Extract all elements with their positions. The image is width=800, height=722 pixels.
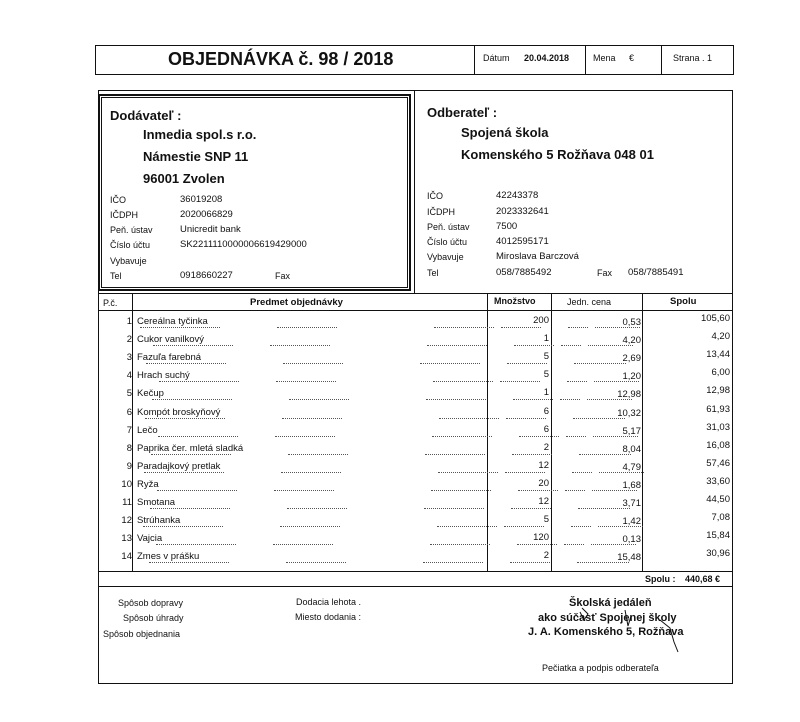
dotted-leader bbox=[565, 490, 585, 491]
row-item: Paprika čer. mletá sladká bbox=[137, 442, 244, 454]
date-label: Dátum bbox=[483, 53, 510, 63]
dotted-leader bbox=[439, 418, 499, 419]
supplier-street: Námestie SNP 11 bbox=[143, 149, 249, 164]
dotted-leader bbox=[288, 454, 348, 455]
customer-handler: Miroslava Barczová bbox=[496, 251, 579, 262]
row-number: 1 bbox=[126, 316, 132, 327]
customer-tel: 058/7885492 bbox=[496, 267, 552, 278]
row-total: 105,60 bbox=[700, 313, 730, 324]
row-number: 14 bbox=[121, 551, 132, 563]
dotted-leader bbox=[438, 472, 498, 473]
supplier-account-label: Číslo účtu bbox=[110, 240, 151, 250]
row-unit-price: 3,71 bbox=[622, 498, 641, 509]
supplier-city: 96001 Zvolen bbox=[143, 171, 225, 186]
payment-label: Spôsob úhrady bbox=[123, 613, 184, 623]
row-total: 30,96 bbox=[706, 548, 730, 560]
dotted-leader bbox=[501, 327, 541, 328]
table-row bbox=[100, 384, 732, 402]
table-row bbox=[100, 330, 732, 348]
row-number: 11 bbox=[122, 497, 132, 508]
dotted-leader bbox=[283, 363, 343, 364]
dotted-leader bbox=[280, 526, 340, 527]
dotted-leader bbox=[156, 544, 236, 545]
row-number: 10 bbox=[121, 478, 132, 490]
dotted-leader bbox=[512, 454, 552, 455]
row-total: 13,44 bbox=[706, 349, 730, 361]
dotted-leader bbox=[595, 327, 640, 328]
row-item: Paradajkový pretlak bbox=[137, 460, 221, 472]
dotted-leader bbox=[420, 363, 480, 364]
supplier-bank-label: Peň. ústav bbox=[110, 225, 153, 235]
dotted-leader bbox=[585, 508, 630, 509]
supplier-icdph: 2020066829 bbox=[180, 209, 233, 220]
dotted-leader bbox=[586, 454, 631, 455]
dotted-leader bbox=[287, 508, 347, 509]
order-title: OBJEDNÁVKA č. 98 / 2018 bbox=[168, 49, 394, 69]
customer-address: Komenského 5 Rožňava 048 01 bbox=[461, 147, 654, 162]
supplier-tel: 0918660227 bbox=[180, 270, 233, 281]
dotted-leader bbox=[157, 490, 237, 491]
row-item: Kečup bbox=[137, 388, 164, 400]
dotted-leader bbox=[426, 399, 486, 400]
row-total: 4,20 bbox=[711, 331, 730, 343]
supplier-name: Inmedia spol.s r.o. bbox=[143, 127, 257, 142]
customer-bank-label: Peň. ústav bbox=[427, 222, 470, 232]
dotted-leader bbox=[599, 472, 644, 473]
row-total: 61,93 bbox=[706, 403, 730, 415]
order-method-label: Spôsob objednania bbox=[103, 629, 181, 639]
supplier-ico: 36019208 bbox=[180, 194, 223, 205]
dotted-leader bbox=[144, 472, 224, 473]
row-item: Ryža bbox=[137, 478, 159, 490]
date-value: 20.04.2018 bbox=[524, 53, 570, 63]
customer-fax-label: Fax bbox=[597, 268, 613, 278]
dotted-leader bbox=[150, 508, 230, 509]
table-row bbox=[100, 348, 732, 366]
customer-account-label: Číslo účtu bbox=[427, 237, 468, 247]
customer-fax: 058/7885491 bbox=[628, 267, 684, 278]
dotted-leader bbox=[145, 418, 225, 419]
row-item: Vajcia bbox=[137, 533, 163, 545]
row-item: Zmes v prášku bbox=[137, 551, 200, 563]
dotted-leader bbox=[511, 508, 551, 509]
table-row bbox=[100, 366, 732, 384]
row-number: 2 bbox=[126, 334, 132, 346]
row-quantity: 12 bbox=[538, 459, 549, 471]
customer-bank: 7500 bbox=[496, 221, 518, 232]
dotted-leader bbox=[517, 544, 557, 545]
table-row bbox=[100, 312, 732, 330]
dotted-leader bbox=[591, 544, 636, 545]
row-quantity: 20 bbox=[538, 477, 549, 489]
row-total: 57,46 bbox=[706, 457, 730, 469]
row-total: 33,60 bbox=[706, 475, 730, 487]
dotted-leader bbox=[581, 363, 626, 364]
row-quantity: 5 bbox=[543, 514, 549, 526]
table-row bbox=[100, 457, 732, 475]
dotted-leader bbox=[500, 381, 540, 382]
dotted-leader bbox=[571, 526, 591, 527]
row-quantity: 5 bbox=[543, 369, 549, 381]
dotted-leader bbox=[433, 381, 493, 382]
customer-tel-label: Tel bbox=[427, 268, 439, 278]
dotted-leader bbox=[510, 562, 550, 563]
dotted-leader bbox=[594, 381, 639, 382]
currency-label: Mena bbox=[593, 53, 616, 63]
row-number: 6 bbox=[126, 406, 132, 418]
supplier-heading: Dodávateľ : bbox=[110, 108, 182, 123]
dotted-leader bbox=[274, 490, 334, 491]
supplier-tel-label: Tel bbox=[110, 271, 122, 281]
dotted-leader bbox=[281, 472, 341, 473]
dotted-leader bbox=[424, 508, 484, 509]
row-number: 5 bbox=[126, 388, 132, 400]
dotted-leader bbox=[514, 345, 554, 346]
dotted-leader bbox=[437, 526, 497, 527]
dotted-leader bbox=[143, 526, 223, 527]
row-unit-price: 0,13 bbox=[622, 534, 641, 546]
customer-icdph: 2023332641 bbox=[496, 206, 549, 217]
dotted-leader bbox=[519, 436, 559, 437]
currency-value: € bbox=[629, 53, 635, 63]
dotted-leader bbox=[588, 345, 633, 346]
row-number: 4 bbox=[126, 370, 132, 382]
col-header-total: Spolu bbox=[670, 296, 697, 307]
dotted-leader bbox=[276, 381, 336, 382]
row-total: 12,98 bbox=[706, 385, 730, 397]
dotted-leader bbox=[598, 526, 643, 527]
row-quantity: 2 bbox=[543, 550, 549, 562]
supplier-handler-label: Vybavuje bbox=[110, 256, 147, 266]
row-quantity: 2 bbox=[543, 441, 549, 453]
dotted-leader bbox=[289, 399, 349, 400]
table-row bbox=[100, 421, 732, 439]
dotted-leader bbox=[270, 345, 330, 346]
dotted-leader bbox=[566, 436, 586, 437]
row-total: 6,00 bbox=[711, 367, 730, 379]
row-item: Cereálna tyčinka bbox=[137, 316, 208, 327]
row-total: 7,08 bbox=[711, 512, 730, 524]
dotted-leader bbox=[423, 562, 483, 563]
dotted-leader bbox=[159, 381, 239, 382]
row-unit-price: 0,53 bbox=[622, 317, 641, 328]
signature-mark bbox=[570, 600, 690, 660]
row-quantity: 6 bbox=[543, 405, 549, 417]
customer-name: Spojená škola bbox=[461, 125, 549, 140]
dotted-leader bbox=[282, 418, 342, 419]
dotted-leader bbox=[593, 436, 638, 437]
row-unit-price: 15,48 bbox=[617, 552, 641, 564]
row-unit-price: 2,69 bbox=[622, 353, 641, 365]
row-unit-price: 1,68 bbox=[622, 479, 641, 491]
signature-caption: Pečiatka a podpis odberateľa bbox=[542, 663, 659, 673]
transport-label: Spôsob dopravy bbox=[118, 598, 184, 608]
dotted-leader bbox=[432, 436, 492, 437]
dotted-leader bbox=[518, 490, 558, 491]
supplier-account: SK2211110000006619429000 bbox=[180, 239, 307, 250]
row-item: Hrach suchý bbox=[137, 370, 190, 382]
dotted-leader bbox=[505, 472, 545, 473]
customer-heading: Odberateľ : bbox=[427, 105, 498, 120]
dotted-leader bbox=[580, 418, 625, 419]
row-total: 15,84 bbox=[706, 530, 730, 542]
row-unit-price: 12,98 bbox=[617, 389, 641, 401]
table-row bbox=[100, 493, 732, 511]
dotted-leader bbox=[140, 327, 220, 328]
col-header-price: Jedn. cena bbox=[567, 297, 612, 307]
customer-handler-label: Vybavuje bbox=[427, 252, 464, 262]
row-unit-price: 10,32 bbox=[617, 407, 641, 419]
dotted-leader bbox=[561, 345, 581, 346]
row-unit-price: 4,20 bbox=[622, 335, 641, 347]
dotted-leader bbox=[560, 399, 580, 400]
row-item: Lečo bbox=[137, 424, 158, 436]
dotted-leader bbox=[152, 399, 232, 400]
table-row bbox=[100, 403, 732, 421]
customer-ico: 42243378 bbox=[496, 190, 539, 201]
delivery-label: Dodacia lehota . bbox=[296, 597, 362, 607]
row-unit-price: 1,20 bbox=[622, 371, 641, 383]
row-quantity: 1 bbox=[543, 387, 549, 399]
row-number: 8 bbox=[126, 442, 132, 454]
dotted-leader bbox=[592, 490, 637, 491]
row-quantity: 120 bbox=[533, 532, 549, 544]
supplier-icdph-label: IČDPH bbox=[110, 210, 139, 220]
dotted-leader bbox=[430, 544, 490, 545]
dotted-leader bbox=[431, 490, 491, 491]
dotted-leader bbox=[507, 363, 547, 364]
row-unit-price: 4,79 bbox=[622, 461, 641, 473]
page-label: Strana . 1 bbox=[673, 53, 713, 63]
dotted-leader bbox=[567, 381, 587, 382]
row-total: 31,03 bbox=[706, 421, 730, 433]
supplier-fax-label: Fax bbox=[275, 271, 291, 281]
customer-account: 4012595171 bbox=[496, 236, 549, 247]
table-row bbox=[100, 475, 732, 493]
dotted-leader bbox=[158, 436, 238, 437]
customer-ico-label: IČO bbox=[427, 191, 444, 201]
row-number: 3 bbox=[126, 352, 132, 364]
row-quantity: 6 bbox=[543, 423, 549, 435]
dotted-leader bbox=[275, 436, 335, 437]
row-unit-price: 1,42 bbox=[622, 516, 641, 528]
dotted-leader bbox=[504, 526, 544, 527]
dotted-leader bbox=[286, 562, 346, 563]
dotted-leader bbox=[584, 562, 629, 563]
table-row bbox=[100, 439, 732, 457]
col-header-item: Predmet objednávky bbox=[250, 297, 343, 308]
supplier-ico-label: IČO bbox=[110, 195, 127, 205]
dotted-leader bbox=[273, 544, 333, 545]
row-number: 13 bbox=[121, 533, 132, 545]
dotted-leader bbox=[568, 327, 588, 328]
dotted-leader bbox=[277, 327, 337, 328]
table-row bbox=[100, 547, 732, 565]
row-quantity: 12 bbox=[538, 496, 549, 507]
sum-value: 440,68 € bbox=[685, 574, 721, 584]
row-item: Fazuľa farebná bbox=[137, 352, 202, 364]
row-number: 9 bbox=[126, 460, 132, 472]
sum-label: Spolu : bbox=[645, 574, 676, 584]
dotted-leader bbox=[151, 454, 231, 455]
supplier-bank: Unicredit bank bbox=[180, 224, 241, 235]
place-label: Miesto dodania : bbox=[295, 612, 362, 622]
row-unit-price: 5,17 bbox=[622, 425, 641, 437]
stamp-line-1: Školská jedáleň bbox=[569, 597, 652, 609]
dotted-leader bbox=[427, 345, 487, 346]
row-number: 12 bbox=[121, 515, 132, 527]
dotted-leader bbox=[425, 454, 485, 455]
row-unit-price: 8,04 bbox=[622, 443, 641, 455]
dotted-leader bbox=[506, 418, 546, 419]
dotted-leader bbox=[434, 327, 494, 328]
row-number: 7 bbox=[126, 424, 132, 436]
row-item: Smotana bbox=[137, 497, 176, 508]
row-total: 16,08 bbox=[706, 439, 730, 451]
stamp-line-3: J. A. Komenského 5, Rožňava bbox=[528, 626, 684, 638]
dotted-leader bbox=[146, 363, 226, 364]
dotted-leader bbox=[513, 399, 553, 400]
row-item: Strúhanka bbox=[137, 515, 181, 527]
row-item: Kompót broskyňový bbox=[137, 406, 221, 418]
row-total: 44,50 bbox=[706, 494, 730, 505]
row-quantity: 1 bbox=[543, 333, 549, 345]
row-item: Cukor vanilkový bbox=[137, 334, 205, 346]
dotted-leader bbox=[564, 544, 584, 545]
col-header-qty: Množstvo bbox=[494, 296, 536, 306]
row-quantity: 200 bbox=[533, 315, 549, 326]
dotted-leader bbox=[149, 562, 229, 563]
customer-icdph-label: IČDPH bbox=[427, 207, 456, 217]
col-header-no: P.č. bbox=[103, 298, 118, 308]
table-row bbox=[100, 511, 732, 529]
stamp-line-2: ako súčasť Spojenej školy bbox=[538, 612, 677, 624]
dotted-leader bbox=[587, 399, 632, 400]
table-row bbox=[100, 529, 732, 547]
dotted-leader bbox=[153, 345, 233, 346]
row-quantity: 5 bbox=[543, 351, 549, 363]
dotted-leader bbox=[572, 472, 592, 473]
